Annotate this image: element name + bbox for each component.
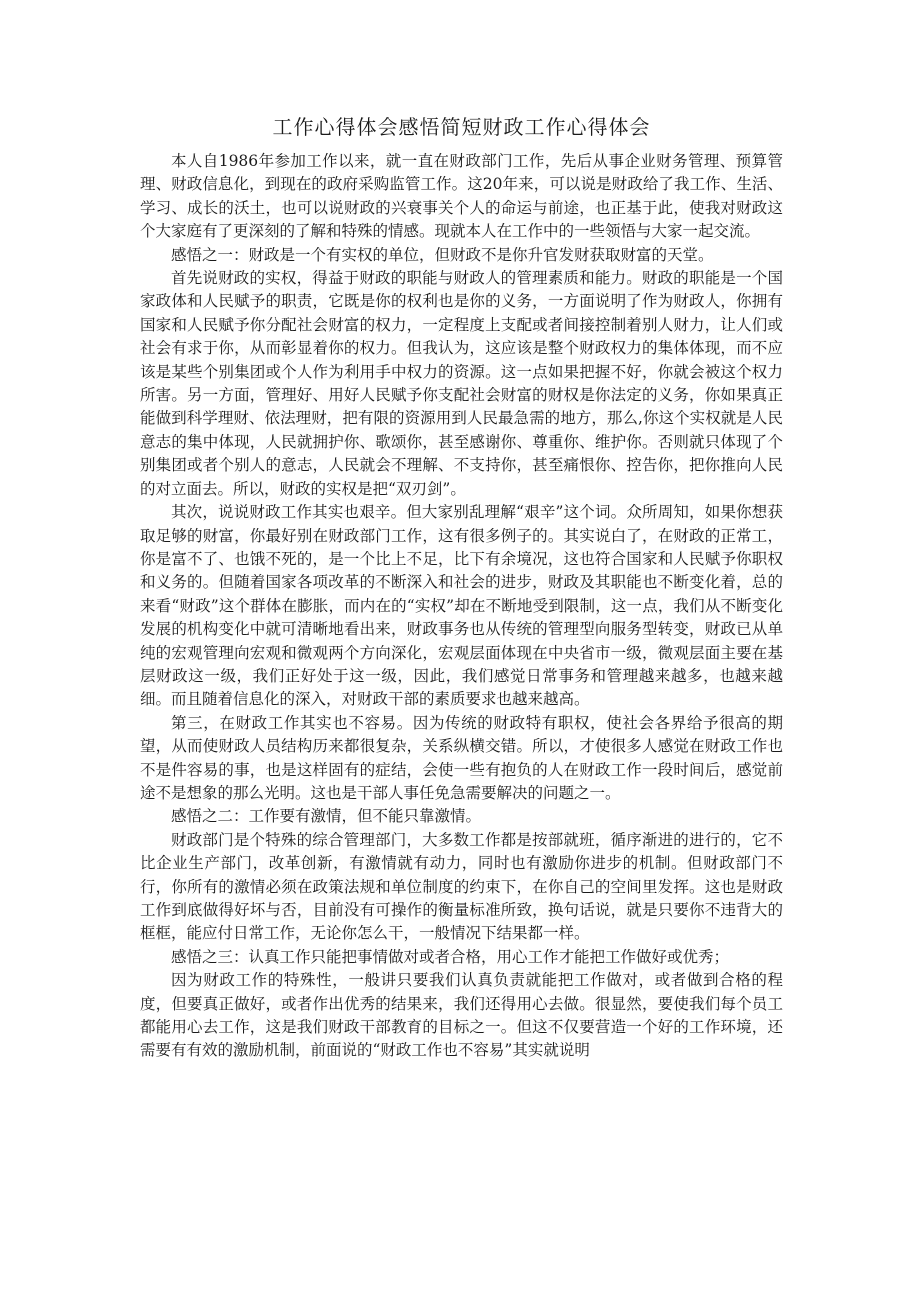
paragraph-insight-three: 感悟之三：认真工作只能把事情做对或者合格，用心工作才能把工作做好或优秀； <box>171 947 730 966</box>
paragraph-intro: 本人自1986年参加工作以来，就一直在财政部门工作，先后从事企业财务管理、预算管理、财政信息化，到现在的政府采购监管工作。这20年来，可以说是财政给了我工作、生活、学习、成长的沃土，也可以说财政的兴衰事关个人的命运与前途，也正基于此，使我对财政这个大家庭有了更深刻的了解和特殊的情感。现就本人在工作中的一些领悟与大家一起交流。 <box>140 152 783 241</box>
paragraph-dedication: 因为财政工作的特殊性，一般讲只要我们认真负责就能把工作做对，或者做到合格的程度，但要真正做好，或者作出优秀的结果来，我们还得用心去做。很显然，要使我们每个员工都能用心去工作，这是我们财政干部教育的目标之一。但这不仅要营造一个好的工作环境，还需要有有效的激励机制，前面说的“财政工作也不容易”其实就说明 <box>140 971 783 1060</box>
paragraph-not-easy: 第三，在财政工作其实也不容易。因为传统的财政特有职权，使社会各界给予很高的期望，从而使财政人员结构历来都很复杂，关系纵横交错。所以，才使很多人感觉在财政工作也不是件容易的事，也是这样固有的症结，会使一些有抱负的人在财政工作一段时间后，感觉前途不是想象的那么光明。这也是干部人事任免急需要解决的问题之一。 <box>140 713 783 802</box>
paragraph-passion: 财政部门是个特殊的综合管理部门，大多数工作都是按部就班，循序渐进的进行的，它不比企业生产部门，改革创新，有激情就有动力，同时也有激励你进步的机制。但财政部门不行，你所有的激情必须在政策法规和单位制度的约束下，在你自己的空间里发挥。这也是财政工作到底做得好坏与否，目前没有可操作的衡量标准所致，换句话说，就是只要你不违背大的框框，能应付日常工作，无论你怎么干，一般情况下结果都一样。 <box>140 830 783 943</box>
paragraph-insight-one: 感悟之一：财政是一个有实权的单位，但财政不是你升官发财获取财富的天堂。 <box>171 245 714 264</box>
paragraph-real-power: 首先说财政的实权，得益于财政的职能与财政人的管理素质和能力。财政的职能是一个国家政体和人民赋予的职责，它既是你的权利也是你的义务，一方面说明了作为财政人，你拥有国家和人民赋予你分配社会财富的权力，一定程度上支配或者间接控制着别人财力，让人们或社会有求于你，从而彰显着你的权力。但我认为，这应该是整个财政权力的集体体现，而不应该是某些个别集团或个人作为利用手中权力的资源。这一点如果把握不好，你就会被这个权力所害。另一方面，管理好、用好人民赋予你支配社会财富的财权是你法定的义务，你如果真正能做到科学理财、依法理财，把有限的资源用到人民最急需的地方，那么,你这个实权就是人民意志的集中体现，人民就拥护你、歌颂你，甚至感谢你、尊重你、维护你。否则就只体现了个别集团或者个别人的意志，人民就会不理解、不支持你，甚至痛恨你、控告你，把你推向人民的对立面去。所以，财政的实权是把“双刃剑”。 <box>140 269 783 498</box>
document-page <box>140 112 783 1063</box>
document-title: 工作心得体会感悟简短财政工作心得体会 <box>272 115 651 139</box>
paragraph-insight-two: 感悟之二：工作要有激情，但不能只靠激情。 <box>171 807 482 826</box>
paragraph-hardship: 其次，说说财政工作其实也艰辛。但大家别乱理解“艰辛”这个词。众所周知，如果你想获取足够的财富，你最好别在财政部门工作，这有很多例子的。其实说白了，在财政的正常工，你是富不了、也饿不死的，是一个比上不足，比下有余境况，这也符合国家和人民赋予你职权和义务的。但随着国家各项改革的不断深入和社会的进步，财政及其职能也不断变化着，总的来看“财政”这个群体在膨胀，而内在的“实权”却在不断地受到限制，这一点，我们从不断变化发展的机构变化中就可清晰地看出来，财政事务也从传统的管理型向服务型转变，财政已从单纯的宏观管理向宏观和微观两个方向深化，宏观层面体现在中央省市一级，微观层面主要在基层财政这一级，我们正好处于这一级，因此，我们感觉日常事务和管理越来越多，也越来越细。而且随着信息化的深入，对财政干部的素质要求也越来越高。 <box>140 503 783 709</box>
